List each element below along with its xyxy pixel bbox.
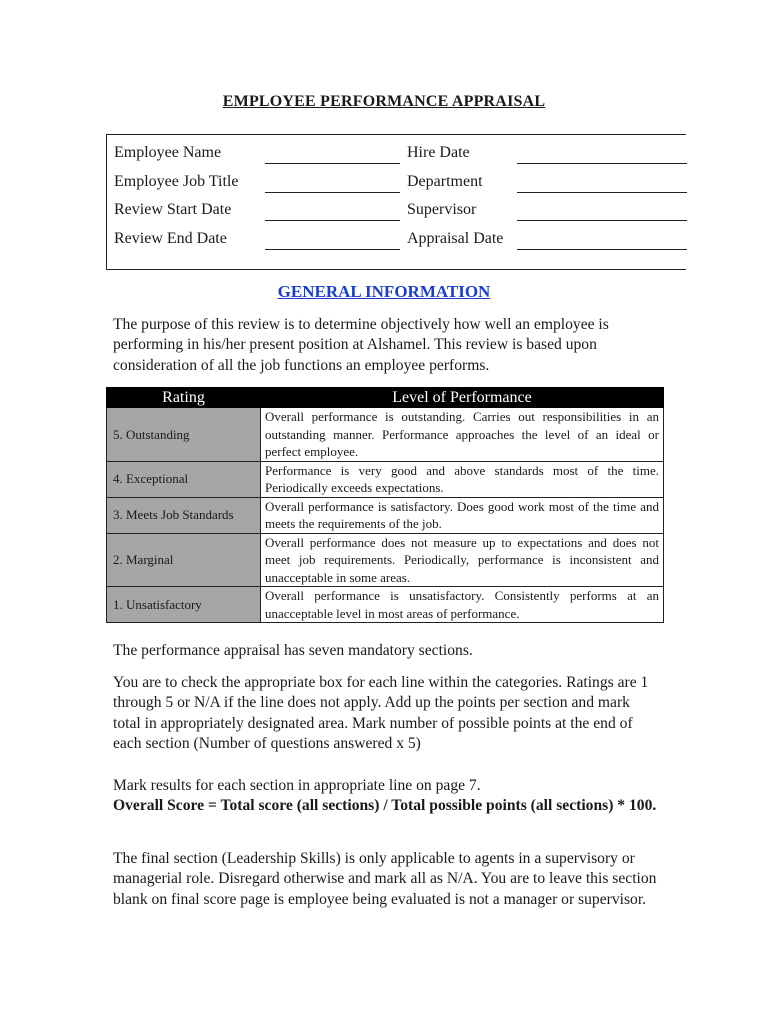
level-column-header: Level of Performance (261, 388, 664, 408)
job-title-field[interactable] (265, 192, 400, 193)
general-information-heading: GENERAL INFORMATION (277, 282, 491, 301)
table-row (107, 497, 664, 533)
rating-cell: 1. Unsatisfactory (107, 587, 261, 623)
hire-date-label: Hire Date (407, 144, 470, 161)
employee-info-box (106, 134, 686, 270)
info-row-1 (107, 144, 687, 166)
instructions-paragraph: You are to check the appropriate box for each line within the categories. Ratings are 1 through 5 or N/A if the line does not apply. Add up the points per section and mark total in appropriately designated area. Mark number of possible points at the end of each section (Number of questions answered x 5) (113, 674, 649, 752)
sections-paragraph: The performance appraisal has seven mandatory sections. (113, 642, 473, 659)
table-row (107, 533, 664, 587)
intro-paragraph: The purpose of this review is to determine objectively how well an employee is performing in his/her present position at Alshamel. This review is based upon consideration of all the job functions an employee performs. (113, 316, 609, 374)
employee-name-field[interactable] (265, 163, 400, 164)
table-row (107, 587, 664, 623)
department-field[interactable] (517, 192, 687, 193)
description-cell: Overall performance is satisfactory. Does good work most of the time and meets the requirements of the job. (261, 497, 664, 533)
table-row (107, 408, 664, 462)
description-cell: Overall performance does not measure up to expectations and does not meet job requirements. Periodically, performance is inconsistent and unacceptable in some areas. (261, 533, 664, 587)
review-start-date-label: Review Start Date (114, 201, 232, 218)
description-cell: Overall performance is unsatisfactory. Consistently performs at an unacceptable level in most areas of performance. (261, 587, 664, 623)
rating-column-header: Rating (107, 388, 261, 408)
review-start-date-field[interactable] (265, 220, 400, 221)
overall-score-formula: Overall Score = Total score (all sections) / Total possible points (all sections) * 100. (113, 797, 657, 814)
appraisal-date-field[interactable] (517, 249, 687, 250)
employee-name-label: Employee Name (114, 144, 222, 161)
appraisal-date-label: Appraisal Date (407, 230, 504, 247)
supervisor-field[interactable] (517, 220, 687, 221)
description-cell: Performance is very good and above standards most of the time. Periodically exceeds expectations. (261, 461, 664, 497)
rating-cell: 5. Outstanding (107, 408, 261, 462)
department-label: Department (407, 173, 483, 190)
rating-cell: 3. Meets Job Standards (107, 497, 261, 533)
rating-table (106, 387, 664, 623)
job-title-label: Employee Job Title (114, 173, 239, 190)
mark-results-paragraph: Mark results for each section in appropriate line on page 7. (113, 777, 481, 794)
description-cell: Overall performance is outstanding. Carries out responsibilities in an outstanding manner. Performance approaches the level of an ideal or perfect employee. (261, 408, 664, 462)
hire-date-field[interactable] (517, 163, 687, 164)
document-title: EMPLOYEE PERFORMANCE APPRAISAL (222, 93, 546, 110)
review-end-date-field[interactable] (265, 249, 400, 250)
rating-table-header (107, 388, 664, 408)
rating-cell: 2. Marginal (107, 533, 261, 587)
supervisor-label: Supervisor (407, 201, 477, 218)
table-row (107, 461, 664, 497)
review-end-date-label: Review End Date (114, 230, 227, 247)
final-section-paragraph: The final section (Leadership Skills) is only applicable to agents in a supervisory or managerial role. Disregard otherwise and mark all as N/A. You are to leave this section blank on final score page is employee being evaluated is not a manager or supervisor. (113, 850, 657, 908)
info-row-4 (107, 230, 687, 252)
info-row-2 (107, 173, 687, 195)
rating-cell: 4. Exceptional (107, 461, 261, 497)
info-row-3 (107, 201, 687, 223)
